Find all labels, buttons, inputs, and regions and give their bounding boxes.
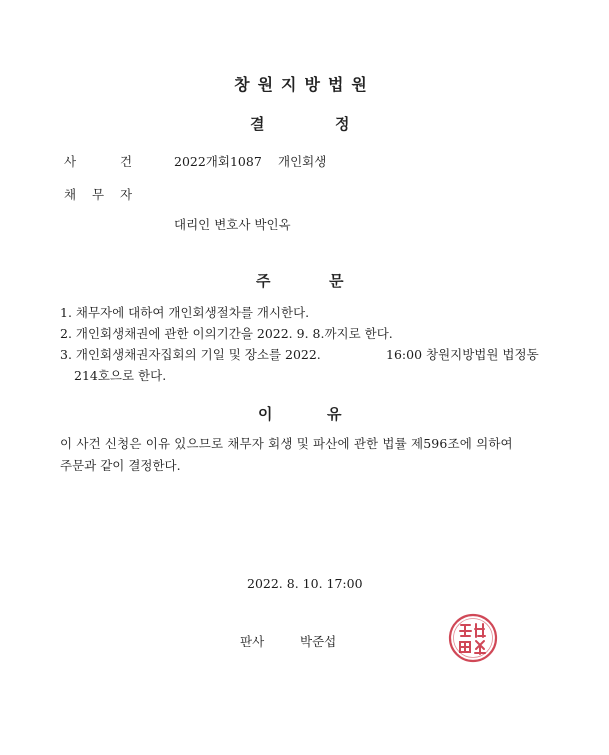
order-item-1: 1. 채무자에 대하여 개인회생절차를 개시한다.	[60, 305, 310, 320]
order-item-3: 3. 개인회생채권자집회의 기일 및 장소를 2022.	[60, 347, 321, 362]
order-item-2: 2. 개인회생채권에 관한 이의기간을 2022. 9. 8.까지로 한다.	[60, 326, 393, 341]
order-item-3-continued: 214호으로 한다.	[74, 368, 167, 383]
reason-line-1: 이 사건 신청은 이유 있으므로 채무자 회생 및 파산에 관한 법률 제596조에 의하여	[60, 436, 513, 451]
reason-line-2: 주문과 같이 결정한다.	[60, 458, 181, 473]
judge-seal-stamp-icon	[447, 612, 499, 664]
reason-heading-right: 유	[327, 405, 342, 423]
debtor-label-3: 자	[120, 187, 133, 202]
judge-name: 박준섭	[300, 634, 337, 649]
case-type: 개인회생	[278, 154, 327, 169]
order-heading-right: 문	[329, 272, 344, 290]
order-item-3-time-place: 16:00 창원지방법원 법정동	[386, 347, 539, 362]
case-label-2: 건	[120, 154, 133, 169]
court-name: 창원지방법원	[234, 75, 375, 94]
case-number: 2022개회1087	[174, 154, 262, 169]
order-heading-left: 주	[256, 272, 271, 290]
debtor-label-2: 무	[92, 187, 105, 202]
debtor-label-1: 채	[64, 187, 77, 202]
judge-title: 판사	[240, 634, 265, 649]
doc-type-left: 결	[250, 115, 265, 133]
decision-date: 2022. 8. 10. 17:00	[247, 576, 363, 591]
case-label-1: 사	[64, 154, 77, 169]
doc-type-right: 정	[335, 115, 350, 133]
reason-heading-left: 이	[258, 405, 273, 423]
debtor-representative: 대리인 변호사 박인옥	[174, 217, 291, 232]
